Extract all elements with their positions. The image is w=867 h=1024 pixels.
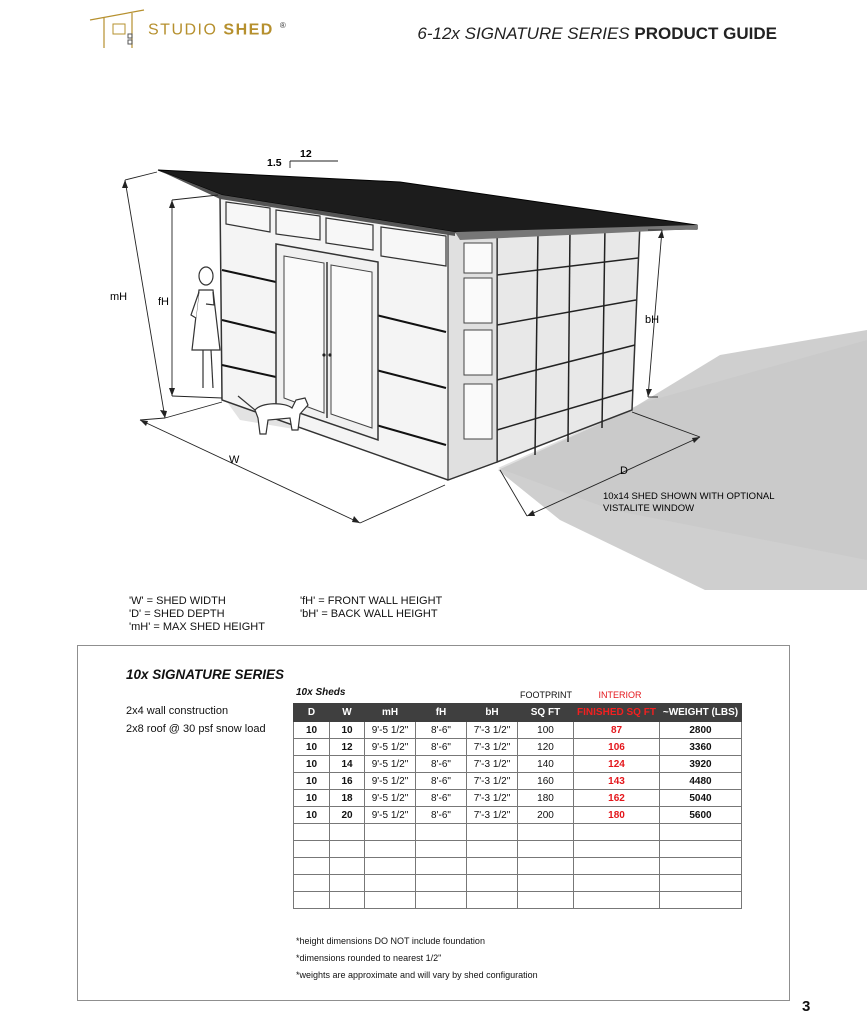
cell-mh: 9'-5 1/2" bbox=[365, 756, 416, 773]
cell-width: 10 bbox=[330, 722, 365, 739]
cell-finished-sqft: 106 bbox=[574, 739, 660, 756]
col-header-weight: ~WEIGHT (LBS) bbox=[660, 704, 742, 722]
legend-max-height: 'mH' = MAX SHED HEIGHT bbox=[129, 621, 265, 633]
table-row bbox=[294, 807, 742, 824]
table-row-empty bbox=[294, 841, 742, 858]
cell-fh: 8'-6" bbox=[416, 807, 467, 824]
series-title: 10x SIGNATURE SERIES bbox=[126, 667, 285, 682]
page-title-guide: PRODUCT GUIDE bbox=[634, 24, 777, 43]
cell-mh: 9'-5 1/2" bbox=[365, 739, 416, 756]
cell-bh: 7'-3 1/2" bbox=[467, 790, 518, 807]
cell-bh: 7'-3 1/2" bbox=[467, 807, 518, 824]
drawing-caption-line-2: VISTALITE WINDOW bbox=[603, 503, 695, 514]
max-height-label: mH bbox=[110, 291, 128, 303]
col-header-mh: mH bbox=[365, 704, 416, 722]
cell-weight: 5600 bbox=[660, 807, 742, 824]
cell-finished-sqft: 143 bbox=[574, 773, 660, 790]
front-height-label: fH bbox=[158, 296, 169, 308]
series-specs bbox=[126, 702, 266, 738]
table-title: 10x Sheds bbox=[296, 687, 346, 698]
cell-finished-sqft: 124 bbox=[574, 756, 660, 773]
cell-fh: 8'-6" bbox=[416, 739, 467, 756]
cell-weight: 3360 bbox=[660, 739, 742, 756]
cell-bh: 7'-3 1/2" bbox=[467, 773, 518, 790]
col-header-fh: fH bbox=[416, 704, 467, 722]
cell-sqft: 160 bbox=[518, 773, 574, 790]
col-header-bh: bH bbox=[467, 704, 518, 722]
cell-sqft: 180 bbox=[518, 790, 574, 807]
cell-bh: 7'-3 1/2" bbox=[467, 739, 518, 756]
dimension-legend-right bbox=[300, 595, 442, 621]
note-weights: *weights are approximate and will vary by shed configuration bbox=[296, 970, 538, 980]
legend-front-height: 'fH' = FRONT WALL HEIGHT bbox=[300, 595, 443, 607]
back-height-label: bH bbox=[645, 314, 660, 326]
cell-mh: 9'-5 1/2" bbox=[365, 722, 416, 739]
cell-depth: 10 bbox=[294, 807, 330, 824]
page-number: 3 bbox=[802, 998, 811, 1015]
cell-bh: 7'-3 1/2" bbox=[467, 756, 518, 773]
cell-depth: 10 bbox=[294, 790, 330, 807]
note-foundation: *height dimensions DO NOT include foundation bbox=[296, 936, 485, 946]
shed-specs-table bbox=[293, 703, 742, 909]
col-header-width: W bbox=[330, 704, 365, 722]
cell-finished-sqft: 162 bbox=[574, 790, 660, 807]
legend-back-height: 'bH' = BACK WALL HEIGHT bbox=[300, 608, 438, 620]
legend-depth: 'D' = SHED DEPTH bbox=[129, 608, 225, 620]
cell-fh: 8'-6" bbox=[416, 722, 467, 739]
col-header-sqft: SQ FT bbox=[518, 704, 574, 722]
cell-sqft: 140 bbox=[518, 756, 574, 773]
table-row-empty bbox=[294, 824, 742, 841]
table-notes bbox=[296, 933, 538, 984]
cell-fh: 8'-6" bbox=[416, 773, 467, 790]
cell-weight: 5040 bbox=[660, 790, 742, 807]
page-title-series: 6-12x SIGNATURE SERIES bbox=[417, 24, 630, 43]
col-header-finished-sqft: FINISHED SQ FT bbox=[574, 704, 660, 722]
pitch-rise-label: 1.5 bbox=[267, 157, 282, 169]
cell-depth: 10 bbox=[294, 756, 330, 773]
depth-label: D bbox=[620, 465, 628, 477]
interior-label: INTERIOR bbox=[598, 690, 642, 700]
cell-mh: 9'-5 1/2" bbox=[365, 773, 416, 790]
cell-weight: 2800 bbox=[660, 722, 742, 739]
registered-mark: ® bbox=[279, 21, 288, 30]
note-rounding: *dimensions rounded to nearest 1/2" bbox=[296, 953, 442, 963]
table-row-empty bbox=[294, 892, 742, 909]
cell-finished-sqft: 87 bbox=[574, 722, 660, 739]
width-label: W bbox=[229, 454, 240, 466]
cell-width: 14 bbox=[330, 756, 365, 773]
table-row bbox=[294, 739, 742, 756]
cell-sqft: 120 bbox=[518, 739, 574, 756]
pitch-run-label: 12 bbox=[300, 148, 312, 160]
spec-roof: 2x8 roof @ 30 psf snow load bbox=[126, 723, 266, 735]
cell-width: 16 bbox=[330, 773, 365, 790]
cell-width: 18 bbox=[330, 790, 365, 807]
table-row bbox=[294, 722, 742, 739]
table-row bbox=[294, 756, 742, 773]
cell-fh: 8'-6" bbox=[416, 790, 467, 807]
cell-width: 20 bbox=[330, 807, 365, 824]
cell-mh: 9'-5 1/2" bbox=[365, 790, 416, 807]
cell-depth: 10 bbox=[294, 739, 330, 756]
dimension-legend-left bbox=[129, 595, 265, 634]
person-figure bbox=[191, 267, 220, 388]
table-row-empty bbox=[294, 875, 742, 892]
cell-weight: 4480 bbox=[660, 773, 742, 790]
cell-sqft: 200 bbox=[518, 807, 574, 824]
drawing-caption-line-1: 10x14 SHED SHOWN WITH OPTIONAL bbox=[603, 491, 775, 502]
cell-finished-sqft: 180 bbox=[574, 807, 660, 824]
brand-name-shed: SHED bbox=[223, 21, 274, 39]
brand-name-studio: STUDIO bbox=[148, 21, 218, 39]
table-row bbox=[294, 790, 742, 807]
table-row bbox=[294, 773, 742, 790]
table-header-row bbox=[294, 704, 742, 722]
cell-mh: 9'-5 1/2" bbox=[365, 807, 416, 824]
col-header-depth: D bbox=[294, 704, 330, 722]
cell-bh: 7'-3 1/2" bbox=[467, 722, 518, 739]
cell-sqft: 100 bbox=[518, 722, 574, 739]
cell-depth: 10 bbox=[294, 722, 330, 739]
footprint-label: FOOTPRINT bbox=[520, 690, 572, 700]
table-row-empty bbox=[294, 858, 742, 875]
legend-width: 'W' = SHED WIDTH bbox=[129, 595, 226, 607]
cell-fh: 8'-6" bbox=[416, 756, 467, 773]
cell-width: 12 bbox=[330, 739, 365, 756]
cell-depth: 10 bbox=[294, 773, 330, 790]
spec-wall: 2x4 wall construction bbox=[126, 705, 229, 717]
cell-weight: 3920 bbox=[660, 756, 742, 773]
